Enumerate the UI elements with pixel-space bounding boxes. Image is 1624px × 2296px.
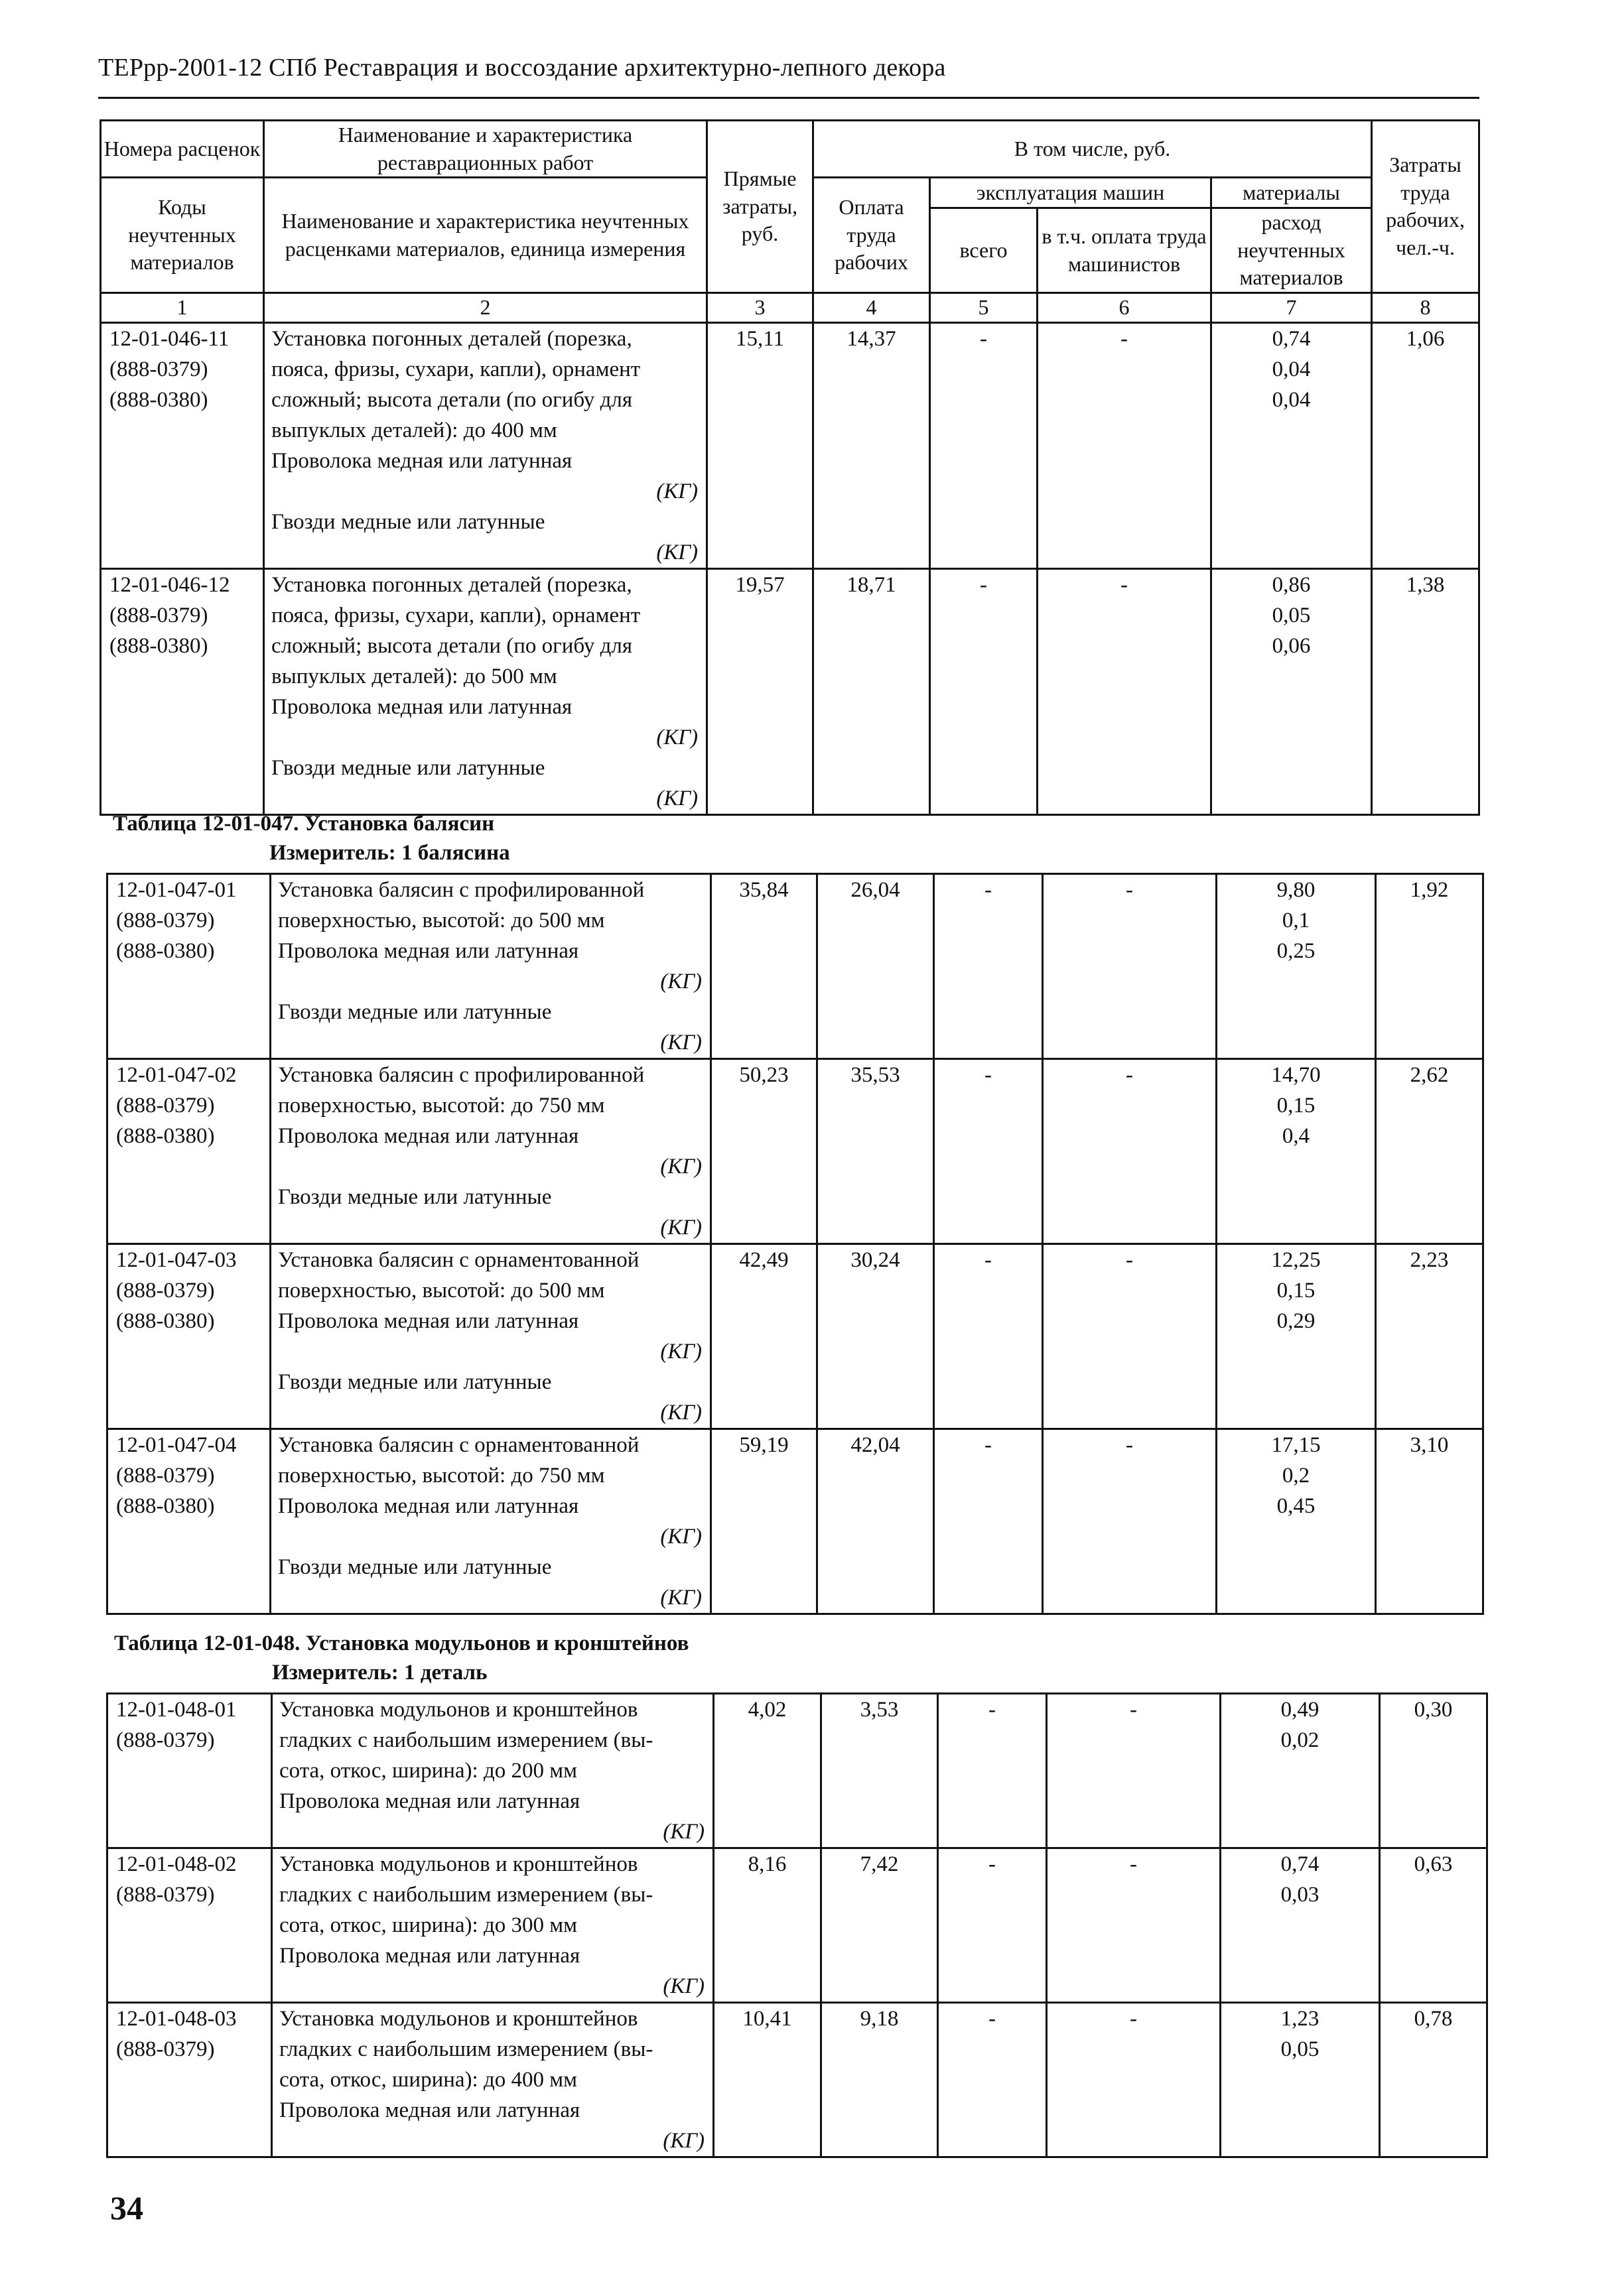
rate-code: 12-01-046-12 [109, 572, 230, 597]
material-code: (888-0379) [109, 603, 208, 627]
direct-cost: 19,57 [735, 572, 785, 597]
col-operator-pay-header: в т.ч. оплата труда машинистов [1038, 208, 1211, 293]
header-divider [98, 97, 1479, 99]
rate-row [107, 2003, 1487, 2157]
rate-code: 12-01-048-02 [116, 1852, 237, 1876]
material-qty: 0,2 [1282, 1464, 1310, 1488]
materials-cost: 17,15 [1271, 1433, 1321, 1457]
direct-cost: 59,19 [739, 1433, 789, 1457]
labor-hours: 1,92 [1410, 878, 1449, 902]
rate-row [107, 874, 1483, 1059]
work-name-line: сота, откос, ширина): до 400 мм [279, 2068, 577, 2092]
col-worker-pay-header: Оплата труда рабочих [813, 178, 930, 293]
material-name: Гвозди медные или латунные [271, 509, 545, 534]
material-name: Гвозди медные или латунные [278, 1185, 552, 1209]
material-unit: (КГ) [656, 540, 698, 564]
material-qty: 0,1 [1282, 909, 1310, 932]
operator-pay: - [1126, 878, 1133, 902]
col-number: 3 [707, 292, 813, 322]
material-unit: (КГ) [663, 1820, 705, 1844]
direct-cost-cell [711, 1059, 817, 1244]
material-qty: 0,05 [1280, 2037, 1320, 2061]
worker-pay: 14,37 [846, 326, 896, 351]
worker-pay: 26,04 [850, 878, 900, 902]
rate-code-cell [107, 2003, 272, 2157]
operator-pay: - [1130, 1852, 1137, 1876]
rate-code-cell [107, 874, 271, 1059]
materials-cell [1211, 568, 1372, 814]
material-qty: 0,25 [1276, 939, 1316, 963]
worker-pay: 9,18 [860, 2007, 899, 2031]
labor-hours: 2,23 [1410, 1248, 1449, 1272]
worker-pay: 30,24 [850, 1248, 900, 1272]
col-number: 8 [1372, 292, 1479, 322]
material-name: Проволока медная или латунная [279, 1789, 580, 1813]
direct-cost-cell [711, 1244, 817, 1429]
worker-pay-cell [821, 2003, 938, 2157]
work-name-line: Установка погонных деталей (порезка, [271, 572, 632, 597]
material-qty: 0,03 [1280, 1883, 1320, 1907]
work-name-line: поверхностью, высотой: до 500 мм [278, 1279, 605, 1303]
work-name-cell [272, 2003, 714, 2157]
work-name-line: сложный; высота детали (по огибу для [271, 633, 633, 658]
work-name-line: выпуклых деталей): до 400 мм [271, 418, 557, 442]
material-unit: (КГ) [656, 479, 698, 503]
materials-cell [1211, 322, 1372, 568]
work-name-line: гладких с наибольшим измерением (вы- [279, 1728, 653, 1752]
material-code: (888-0379) [116, 1094, 215, 1117]
machines-total: - [984, 1248, 992, 1272]
direct-cost-cell [711, 1429, 817, 1614]
direct-cost-cell [707, 568, 813, 814]
material-qty: 0,15 [1276, 1279, 1316, 1303]
direct-cost-cell [714, 1848, 821, 2003]
material-code: (888-0380) [116, 939, 215, 963]
material-qty: 0,04 [1272, 357, 1311, 381]
work-name-line: поверхностью, высотой: до 750 мм [278, 1464, 605, 1488]
material-unit: (КГ) [663, 1974, 705, 1998]
materials-cost: 0,49 [1280, 1698, 1320, 1722]
rate-code-cell [107, 1059, 271, 1244]
materials-cell [1221, 1694, 1380, 1848]
material-unit: (КГ) [660, 970, 702, 993]
materials-cost: 14,70 [1271, 1063, 1321, 1087]
machines-total: - [984, 878, 992, 902]
material-qty: 0,45 [1276, 1494, 1316, 1518]
rates-table-047 [106, 873, 1484, 1615]
machines-total: - [984, 1433, 992, 1457]
materials-cell [1217, 1059, 1376, 1244]
work-name-line: Установка балясин с орнаментованной [278, 1248, 640, 1272]
material-unit: (КГ) [660, 1216, 702, 1240]
rate-code-cell [101, 322, 264, 568]
material-unit: (КГ) [660, 1525, 702, 1549]
labor-hours-cell [1376, 874, 1483, 1059]
operator-pay: - [1126, 1248, 1133, 1272]
material-code: (888-0379) [116, 2037, 215, 2061]
col-number: 1 [101, 292, 264, 322]
work-name-cell [272, 1694, 714, 1848]
operator-pay: - [1130, 1698, 1137, 1722]
rate-row [107, 1244, 1483, 1429]
materials-cell [1217, 1429, 1376, 1614]
col-number: 2 [264, 292, 707, 322]
work-name-line: сложный; высота детали (по огибу для [271, 387, 633, 412]
col-labor-hours-header: Затраты труда рабочих, чел.-ч. [1372, 121, 1479, 293]
operator-pay-cell [1047, 1694, 1221, 1848]
work-name-line: Установка модульонов и кронштейнов [279, 1852, 638, 1876]
col-work-name-header: Наименование и характеристика реставрационных работ [264, 121, 707, 178]
material-unit: (КГ) [656, 725, 698, 749]
worker-pay-cell [821, 1848, 938, 2003]
work-name-line: Установка балясин с орнаментованной [278, 1433, 640, 1457]
material-code: (888-0379) [116, 1883, 215, 1907]
measure-value: 1 деталь [404, 1661, 488, 1685]
material-code: (888-0379) [116, 1728, 215, 1752]
work-name-line: гладких с наибольшим измерением (вы- [279, 1883, 653, 1907]
machines-total: - [988, 2007, 996, 2031]
material-qty: 0,04 [1272, 387, 1311, 412]
rate-code-cell [107, 1429, 271, 1614]
direct-cost: 42,49 [739, 1248, 789, 1272]
work-name-cell [264, 322, 707, 568]
labor-hours-cell [1372, 322, 1479, 568]
materials-cell [1217, 1244, 1376, 1429]
material-code: (888-0379) [116, 1464, 215, 1488]
material-code: (888-0380) [116, 1309, 215, 1333]
machines-total-cell [930, 568, 1038, 814]
work-name-line: поверхностью, высотой: до 750 мм [278, 1094, 605, 1117]
direct-cost-cell [711, 874, 817, 1059]
page-number: 34 [110, 2189, 143, 2226]
labor-hours: 1,38 [1406, 572, 1445, 597]
direct-cost: 35,84 [739, 878, 789, 902]
operator-pay: - [1126, 1433, 1133, 1457]
material-unit: (КГ) [660, 1586, 702, 1610]
materials-cost: 9,80 [1276, 878, 1316, 902]
rate-code: 12-01-048-03 [116, 2007, 237, 2031]
operator-pay: - [1126, 1063, 1133, 1087]
rate-code-cell [107, 1694, 272, 1848]
rate-code: 12-01-048-01 [116, 1698, 237, 1722]
materials-cost: 0,74 [1272, 326, 1311, 351]
materials-cost: 1,23 [1280, 2007, 1320, 2031]
worker-pay-cell [813, 322, 930, 568]
material-name: Проволока медная или латунная [271, 448, 573, 473]
worker-pay-cell [817, 1244, 934, 1429]
direct-cost: 4,02 [748, 1698, 787, 1722]
material-code: (888-0380) [116, 1124, 215, 1148]
machines-total-cell [934, 1244, 1043, 1429]
labor-hours-cell [1380, 1694, 1487, 1848]
material-qty: 0,4 [1282, 1124, 1310, 1148]
labor-hours: 1,06 [1406, 326, 1445, 351]
col-machines-header: эксплуатация машин [930, 178, 1211, 208]
operator-pay: - [1120, 326, 1128, 351]
rate-row [107, 1848, 1487, 2003]
operator-pay-cell [1043, 1244, 1217, 1429]
operator-pay-cell [1038, 568, 1211, 814]
machines-total: - [980, 326, 987, 351]
table-caption-048: Таблица 12-01-048. Установка модульонов и кронштейнов [114, 1631, 689, 1655]
worker-pay: 35,53 [850, 1063, 900, 1087]
direct-cost: 50,23 [739, 1063, 789, 1087]
col-material-code-header: Коды неучтенных материалов [101, 178, 264, 293]
material-code: (888-0379) [116, 1279, 215, 1303]
col-including-header: В том числе, руб. [813, 121, 1372, 178]
work-name-line: поверхностью, высотой: до 500 мм [278, 909, 605, 932]
worker-pay: 3,53 [860, 1698, 899, 1722]
worker-pay-cell [821, 1694, 938, 1848]
material-name: Проволока медная или латунная [279, 2098, 580, 2122]
col-number: 5 [930, 292, 1038, 322]
rate-row [107, 1059, 1483, 1244]
material-unit: (КГ) [663, 2129, 705, 2153]
worker-pay-cell [817, 1429, 934, 1614]
rate-code: 12-01-047-03 [116, 1248, 237, 1272]
operator-pay-cell [1038, 322, 1211, 568]
work-name-line: пояса, фризы, сухари, капли), орнамент [271, 357, 641, 381]
materials-cost: 12,25 [1271, 1248, 1321, 1272]
material-qty: 0,15 [1276, 1094, 1316, 1117]
col-material-name-header: Наименование и характеристика неучтенных расценками материалов, единица измерения [264, 178, 707, 293]
measure-047 [269, 841, 510, 865]
direct-cost: 15,11 [735, 326, 785, 351]
material-name: Проволока медная или латунная [278, 939, 579, 963]
material-name: Гвозди медные или латунные [271, 755, 545, 780]
rate-code: 12-01-047-02 [116, 1063, 237, 1087]
material-unit: (КГ) [656, 786, 698, 810]
work-name-cell [271, 874, 711, 1059]
labor-hours-cell [1376, 1059, 1483, 1244]
col-machines-total-header: всего [930, 208, 1038, 293]
material-code: (888-0379) [116, 909, 215, 932]
rate-code: 12-01-047-04 [116, 1433, 237, 1457]
operator-pay: - [1130, 2007, 1137, 2031]
work-name-line: пояса, фризы, сухари, капли), орнамент [271, 603, 641, 627]
work-name-cell [271, 1244, 711, 1429]
rates-table-046 [100, 119, 1480, 816]
material-unit: (КГ) [660, 1155, 702, 1179]
work-name-line: Установка балясин с профилированной [278, 878, 645, 902]
labor-hours: 2,62 [1410, 1063, 1449, 1087]
work-name-line: выпуклых деталей): до 500 мм [271, 664, 557, 688]
labor-hours: 3,10 [1410, 1433, 1449, 1457]
rate-code: 12-01-047-01 [116, 878, 237, 902]
materials-cell [1217, 874, 1376, 1059]
material-unit: (КГ) [660, 1340, 702, 1364]
material-code: (888-0380) [109, 633, 208, 658]
material-name: Проволока медная или латунная [278, 1494, 579, 1518]
direct-cost-cell [714, 2003, 821, 2157]
col-number: 4 [813, 292, 930, 322]
operator-pay-cell [1043, 874, 1217, 1059]
direct-cost-cell [707, 322, 813, 568]
machines-total-cell [934, 1059, 1043, 1244]
rate-code-cell [107, 1244, 271, 1429]
material-qty: 0,05 [1272, 603, 1311, 627]
measure-value: 1 балясина [401, 841, 510, 865]
labor-hours: 0,78 [1414, 2007, 1453, 2031]
col-rate-number-header: Номера расценок [101, 121, 264, 178]
material-qty: 0,02 [1280, 1728, 1320, 1752]
rates-table-048 [106, 1692, 1488, 2158]
measure-label: Измеритель: [272, 1661, 405, 1685]
col-materials-header: материалы [1211, 178, 1372, 208]
work-name-cell [271, 1059, 711, 1244]
material-qty: 0,29 [1276, 1309, 1316, 1333]
machines-total: - [980, 572, 987, 597]
operator-pay-cell [1043, 1429, 1217, 1614]
rate-code-cell [101, 568, 264, 814]
material-name: Проволока медная или латунная [279, 1944, 580, 1968]
labor-hours-cell [1372, 568, 1479, 814]
material-name: Гвозди медные или латунные [278, 1000, 552, 1024]
material-unit: (КГ) [660, 1401, 702, 1425]
labor-hours: 0,30 [1414, 1698, 1453, 1722]
col-number: 7 [1211, 292, 1372, 322]
column-number-row [101, 292, 1479, 322]
col-direct-costs-header: Прямые затраты, руб. [707, 121, 813, 293]
operator-pay: - [1120, 572, 1128, 597]
materials-cell [1221, 1848, 1380, 2003]
material-name: Проволока медная или латунная [278, 1309, 579, 1333]
measure-label: Измеритель: [269, 841, 402, 865]
measure-048 [272, 1661, 487, 1685]
work-name-cell [264, 568, 707, 814]
labor-hours-cell [1376, 1429, 1483, 1614]
work-name-line: сота, откос, ширина): до 300 мм [279, 1913, 577, 1937]
material-name: Проволока медная или латунная [271, 694, 573, 719]
work-name-line: Установка модульонов и кронштейнов [279, 1698, 638, 1722]
page-title: ТЕРрр-2001-12 СПб Реставрация и воссоздание архитектурно-лепного декора [98, 54, 946, 82]
machines-total-cell [938, 1694, 1047, 1848]
rate-row [107, 1429, 1483, 1614]
material-name: Гвозди медные или латунные [278, 1555, 552, 1579]
operator-pay-cell [1047, 1848, 1221, 2003]
labor-hours-cell [1380, 2003, 1487, 2157]
material-code: (888-0379) [109, 357, 208, 381]
work-name-line: Установка погонных деталей (порезка, [271, 326, 632, 351]
machines-total: - [988, 1852, 996, 1876]
work-name-line: сота, откос, ширина): до 200 мм [279, 1759, 577, 1783]
material-qty: 0,06 [1272, 633, 1311, 658]
material-code: (888-0380) [109, 387, 208, 412]
machines-total-cell [934, 874, 1043, 1059]
machines-total: - [984, 1063, 992, 1087]
worker-pay-cell [817, 874, 934, 1059]
labor-hours-cell [1380, 1848, 1487, 2003]
machines-total: - [988, 1698, 996, 1722]
materials-cost: 0,74 [1280, 1852, 1320, 1876]
machines-total-cell [934, 1429, 1043, 1614]
material-code: (888-0380) [116, 1494, 215, 1518]
machines-total-cell [938, 2003, 1047, 2157]
worker-pay-cell [813, 568, 930, 814]
rate-row [101, 322, 1479, 568]
materials-cell [1221, 2003, 1380, 2157]
materials-cost: 0,86 [1272, 572, 1311, 597]
worker-pay-cell [817, 1059, 934, 1244]
work-name-line: Установка модульонов и кронштейнов [279, 2007, 638, 2031]
direct-cost: 8,16 [748, 1852, 787, 1876]
work-name-cell [271, 1429, 711, 1614]
table-caption-047: Таблица 12-01-047. Установка балясин [113, 812, 495, 836]
rate-row [107, 1694, 1487, 1848]
rate-row [101, 568, 1479, 814]
worker-pay: 18,71 [846, 572, 896, 597]
machines-total-cell [938, 1848, 1047, 2003]
material-name: Гвозди медные или латунные [278, 1370, 552, 1394]
work-name-line: Установка балясин с профилированной [278, 1063, 645, 1087]
work-name-line: гладких с наибольшим измерением (вы- [279, 2037, 653, 2061]
labor-hours: 0,63 [1414, 1852, 1453, 1876]
direct-cost: 10,41 [742, 2007, 792, 2031]
col-material-usage-header: расход неучтенных материалов [1211, 208, 1372, 293]
direct-cost-cell [714, 1694, 821, 1848]
col-number: 6 [1038, 292, 1211, 322]
rate-code: 12-01-046-11 [109, 326, 230, 351]
material-unit: (КГ) [660, 1031, 702, 1054]
operator-pay-cell [1043, 1059, 1217, 1244]
labor-hours-cell [1376, 1244, 1483, 1429]
operator-pay-cell [1047, 2003, 1221, 2157]
worker-pay: 7,42 [860, 1852, 899, 1876]
work-name-cell [272, 1848, 714, 2003]
worker-pay: 42,04 [850, 1433, 900, 1457]
rate-code-cell [107, 1848, 272, 2003]
machines-total-cell [930, 322, 1038, 568]
material-name: Проволока медная или латунная [278, 1124, 579, 1148]
